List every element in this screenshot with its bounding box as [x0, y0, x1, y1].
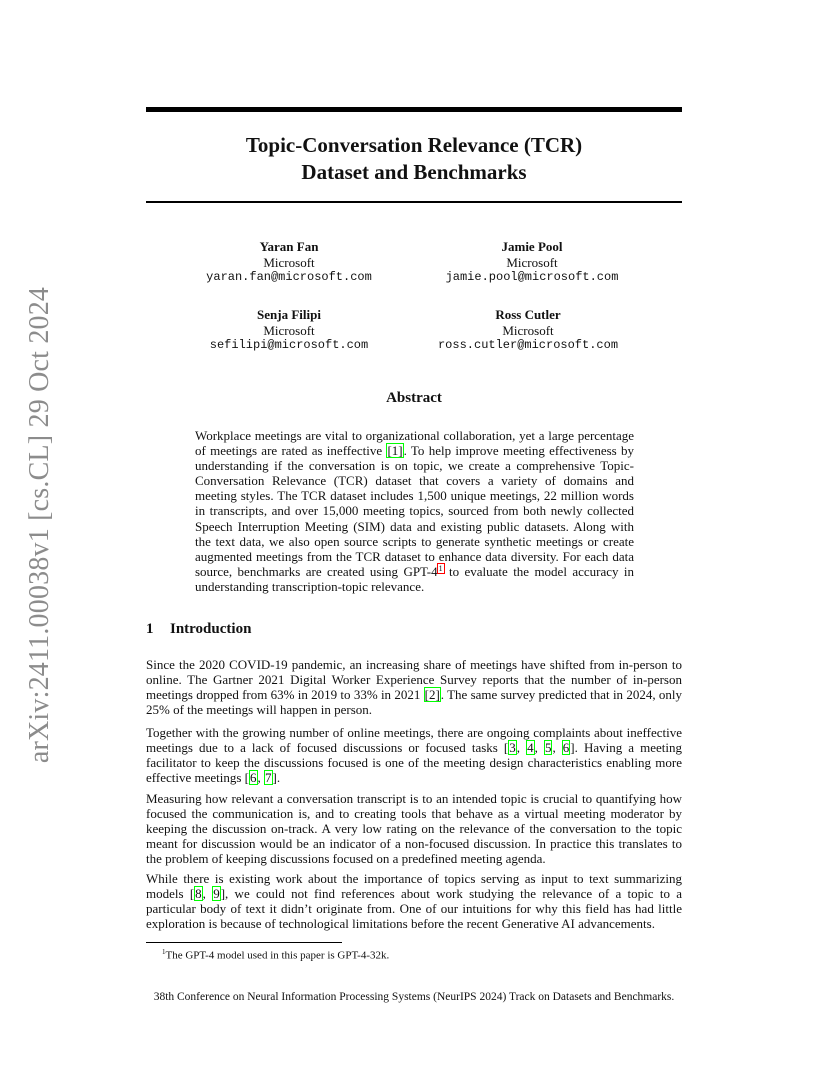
section-number: 1 [146, 621, 154, 637]
paragraph-text: ]. Having a meeting facilitator to keep the discussions focused is one of the meeting design characteristics enabling more effective meetings [ [146, 740, 683, 786]
author-name: Ross Cutler [495, 307, 561, 322]
title-bottom-rule [146, 201, 682, 203]
citation-link[interactable]: [1] [387, 443, 403, 459]
author-name: Yaran Fan [259, 239, 319, 254]
intro-paragraph-2: Together with the growing number of online meetings, there are ongoing complaints about ineffective meetings due to a lack of focused discussions or focused tasks [3, 4, 5, 6]. Having a meeting facilitator to keep the discussions focused is one of the meeting design characteristics enabling more effective meetings [6, 7]. [146, 725, 683, 786]
author-email[interactable]: sefilipi@microsoft.com [209, 338, 369, 352]
abstract-heading: Abstract [386, 390, 442, 406]
paragraph-text: While there is existing work about the importance of topics serving as input to text summarizing models [ [146, 871, 682, 902]
author-name: Jamie Pool [501, 239, 563, 254]
citation-link[interactable]: 9 [213, 886, 220, 902]
citation-link[interactable]: 4 [527, 740, 534, 756]
author-affiliation: Microsoft [263, 254, 315, 270]
author-name: Senja Filipi [257, 307, 321, 322]
paragraph-text: Together with the growing number of online meetings, there are ongoing complaints about ineffective meetings due to a lack of focused discussions or focused tasks [ [146, 725, 682, 756]
intro-paragraph-4: While there is existing work about the importance of topics serving as input to text summarizing models [8, 9], we could not find references about work studying the relevance of a topic to a particular body of text it didn’t originate from. One of our intuitions for why this field has had little exploration is because of technological limitations before the recent Generative AI advancements. [146, 871, 682, 932]
title-line-2: Dataset and Benchmarks [301, 160, 527, 184]
paragraph-text: ]. [272, 770, 281, 786]
arxiv-identifier-stamp [14, 286, 66, 764]
citation-link[interactable]: [2] [424, 687, 440, 703]
citation-link[interactable]: 6 [562, 740, 570, 756]
citation-link[interactable]: 3 [509, 740, 516, 756]
intro-paragraph-3: Measuring how relevant a conversation transcript is to an intended topic is crucial to quantifying how focused the communication is, and to creating tools that behave as a virtual meeting moderator by keeping the discussion on-track. A very low rating on the relevance of the conversation to the topic meant for discussion would be an indicator of a non-focused discussion. In practice this translates to the problem of keeping discussions focused on a predefined meeting agenda. [146, 791, 682, 867]
footnote-text: The GPT-4 model used in this paper is GPT-4-32k. [165, 949, 390, 962]
abstract-text-1: Workplace meetings are vital to organizational collaboration, yet a large percentage of meetings are rated as ineffective [195, 428, 634, 459]
author-block [403, 307, 653, 354]
intro-paragraph-1 [146, 657, 682, 717]
abstract-text-3: to evaluate the model accuracy in understanding transcription-topic relevance. [195, 563, 634, 594]
title-line-1: Topic-Conversation Relevance (TCR) [245, 133, 583, 157]
title-top-rule [146, 107, 682, 112]
author-affiliation: Microsoft [263, 322, 315, 338]
venue-footer: 38th Conference on Neural Information Processing Systems (NeurIPS 2024) Track on Datasets and Benchmarks. [153, 991, 675, 1003]
abstract-body [195, 428, 634, 594]
paragraph-text: ], we could not find references about work studying the relevance of a topic to a particular body of text it didn’t originate from. One of our intuitions for why this field has had little exploration is because of technological limitations before the recent Generative AI advancements. [146, 886, 682, 932]
author-email[interactable]: yaran.fan@microsoft.com [206, 270, 372, 284]
paper-title [146, 132, 682, 186]
author-block [164, 239, 414, 286]
section-heading-introduction [146, 621, 251, 638]
citation-link[interactable]: 8 [195, 886, 202, 902]
section-title: Introduction [170, 621, 252, 637]
citation-link[interactable]: 5 [544, 740, 552, 756]
footnote-rule [146, 942, 342, 943]
citation-link[interactable]: 6 [250, 770, 257, 786]
arxiv-id-text: arXiv:2411.00038v1 [cs.CL] 29 Oct 2024 [24, 286, 55, 764]
author-email[interactable]: ross.cutler@microsoft.com [437, 338, 619, 352]
author-email[interactable]: jamie.pool@microsoft.com [445, 270, 619, 284]
author-block [164, 307, 414, 354]
paragraph-text: Since the 2020 COVID-19 pandemic, an increasing share of meetings have shifted from in-person to online. The Gartner 2021 Digital Worker Experience Survey reports that the number of in-person meetings dropped from 63% in 2019 to 33% in 2021 [146, 657, 682, 703]
abstract-text-2: . To help improve meeting effectiveness by understanding if the conversation is on topic, we create a comprehensive Topic-Conversation Relevance (TCR) dataset that covers a variety of domains and meeting styles. The TCR dataset includes 1,500 unique meetings, 22 million words in transcripts, and over 15,000 meeting topics, sourced from both newly collected Speech Interruption Meeting (SIM) data and existing public datasets. Along with the text data, we also open source scripts to generate synthetic meetings or create augmented meetings from the TCR dataset to enhance data diversity. For each data source, benchmarks are created using GPT-4 [195, 443, 634, 579]
footnote-mark: 1 [162, 948, 166, 956]
paragraph-text: . The same survey predicted that in 2024, only 25% of the meetings will happen in person. [146, 687, 682, 718]
author-block [407, 239, 657, 286]
footnote [146, 948, 698, 962]
citation-link[interactable]: 7 [265, 770, 272, 786]
footnote-link[interactable]: 1 [438, 563, 443, 573]
author-affiliation: Microsoft [506, 254, 558, 270]
author-affiliation: Microsoft [502, 322, 554, 338]
